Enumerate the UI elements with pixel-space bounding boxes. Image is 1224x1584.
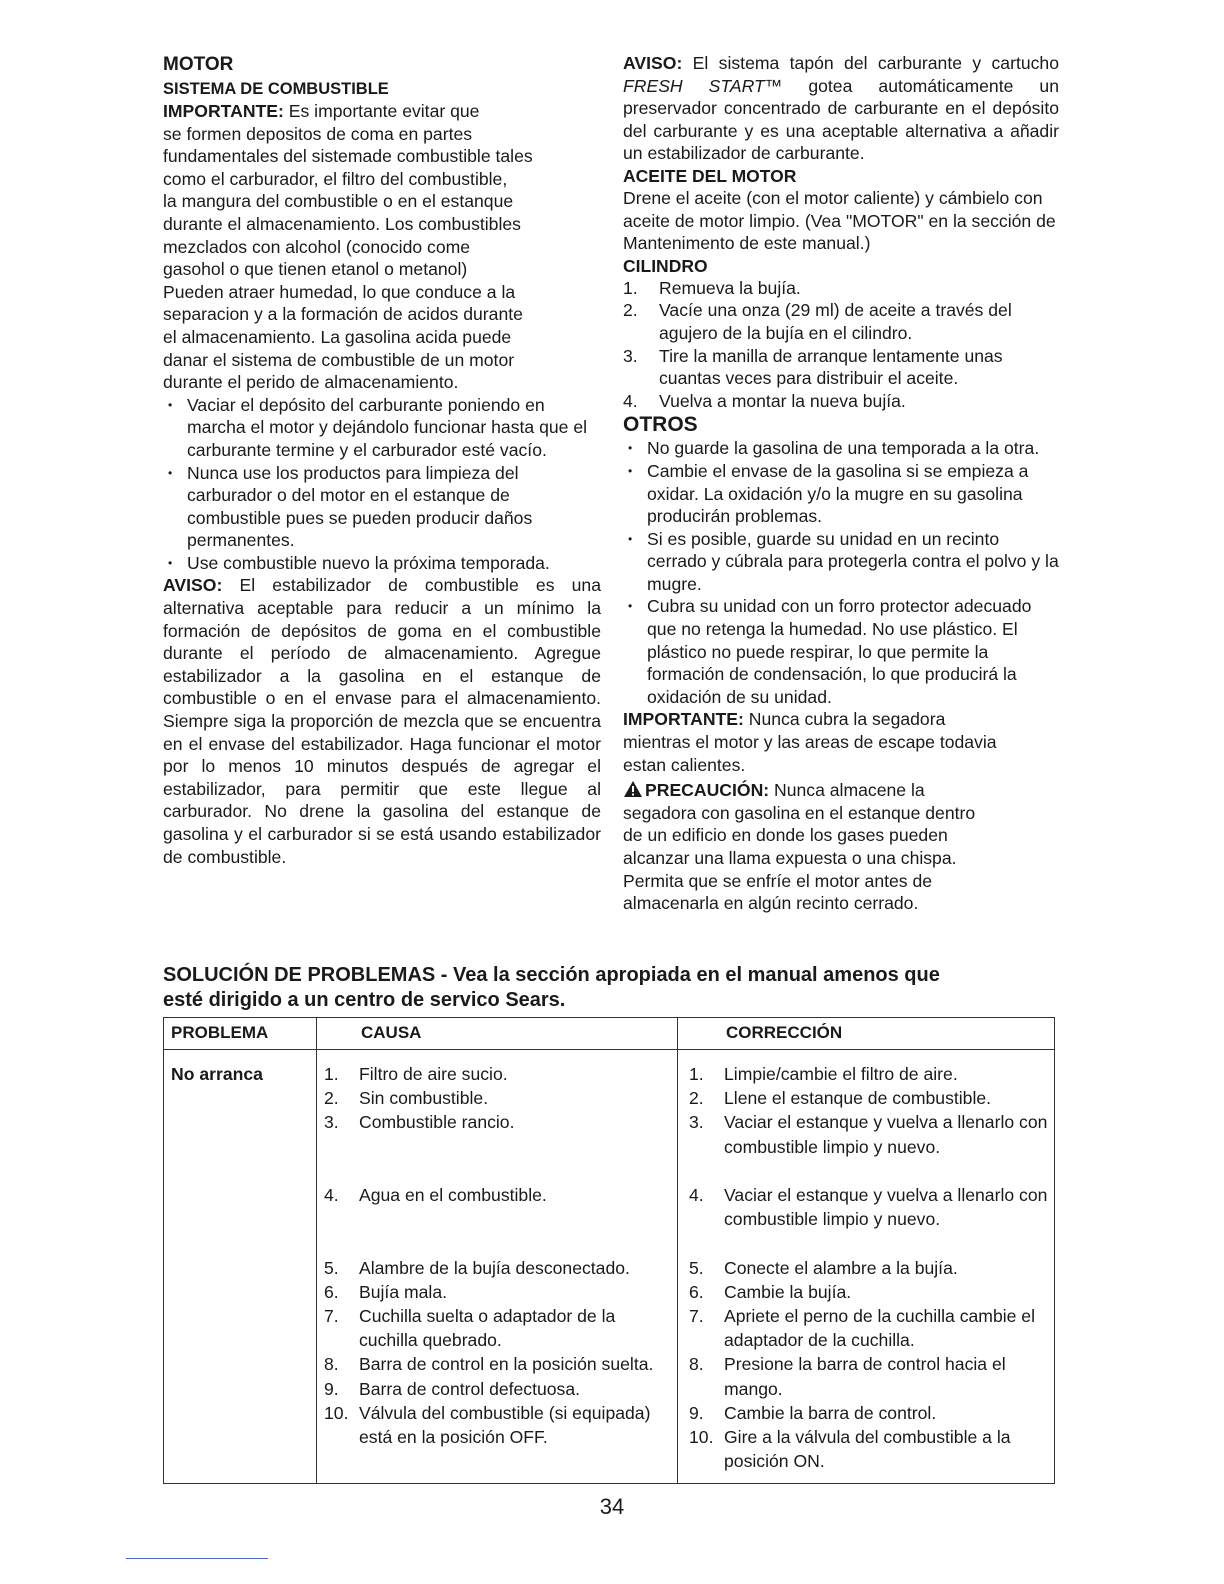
problem-cell: No arranca [164, 1050, 317, 1484]
list-item: 2. Sin combustible. [324, 1088, 489, 1109]
important-paragraph: IMPORTANTE: Es importante evitar que se formen depositos de coma en partes fundamentales del sistemade combustible tales como el carburador, el filtro del combustible, la mangura del combustible o en el estanque durante el almacenamiento. Los combustibles mezclados con alcohol (conocido come gasohol o que tienen etanol o metanol) Pueden atraer humedad, lo que conduce a la separacion y a la formación de acidos durante el almacenamiento. La gasolina acida puede danar el sistema de combustible de un motor durante el perido de almacenamiento. [163, 101, 533, 393]
list-item: 5. Alambre de la bujía desconectado. [324, 1257, 630, 1278]
list-item: 10. Gire a la válvula del combustible a la posición ON. [689, 1427, 1011, 1472]
cylinder-steps [623, 277, 1059, 413]
list-item: • Si es posible, guarde su unidad en un recinto cerrado y cúbrala para protegerla contra el polvo y la mugre. [628, 528, 1059, 594]
list-item: 1. Limpie/cambie el filtro de aire. [689, 1064, 958, 1084]
otros-bullets [623, 437, 1059, 708]
list-item: 9. Cambie la barra de control. [689, 1402, 937, 1423]
list-item: 3. Combustible rancio. [324, 1112, 515, 1133]
list-item: 9. Barra de control defectuosa. [324, 1378, 581, 1399]
list-item: 1. Filtro de aire sucio. [324, 1064, 508, 1084]
engine-oil-paragraph: Drene el aceite (con el motor caliente) y cámbielo con aceite de motor limpio. (Vea "MOTOR" en la sección de Mantenimento de este manual.) [623, 187, 1056, 254]
column-header-problem: PROBLEMA [164, 1018, 317, 1050]
fresh-start-brand: FRESH START™ [623, 75, 783, 96]
bullet-icon: • [168, 555, 173, 570]
list-item: 6. Bujía mala. [324, 1281, 448, 1302]
list-item: 2. Llene el estanque de combustible. [689, 1088, 992, 1109]
aviso-label: AVISO: [623, 53, 683, 73]
otros-heading: OTROS [623, 413, 698, 437]
list-item: 10. Válvula del combustible (si equipada) está en la posición OFF. [324, 1402, 651, 1448]
list-item: 3. Tire la manilla de arranque lentamente unas cuantas veces para distribuir el aceite. [623, 345, 1003, 389]
cause-cell [317, 1050, 678, 1484]
page-number: 34 [599, 1494, 625, 1519]
bullet-icon: • [628, 463, 633, 478]
list-item: 7. Apriete el perno de la cuchilla cambie el adaptador de la cuchilla. [689, 1306, 1036, 1351]
troubleshooting-heading: SOLUCIÓN DE PROBLEMAS - Vea la sección apropiada en el manual amenos que esté dirigido a un centro de servico Sears. [163, 964, 940, 1011]
correction-list [689, 1062, 1050, 1473]
bullet-icon: • [168, 465, 173, 480]
aviso-label: AVISO: [163, 575, 223, 596]
precaucion-paragraph: PRECAUCIÓN: Nunca almacene la segadora con gasolina en el estanque dentro de un edificio en donde los gases pueden alcanzar una llama expuesta o una chispa. Permita que se enfríe el motor antes de almacenarla en algún recinto cerrado. [623, 780, 976, 914]
list-item: 1. Remueva la bujía. [623, 277, 801, 298]
storage-bullets [163, 394, 601, 575]
column-header-cause: CAUSA [317, 1018, 678, 1050]
bullet-icon: • [628, 599, 633, 614]
engine-oil-heading: ACEITE DEL MOTOR [623, 165, 797, 186]
fuel-system-subheading: SISTEMA DE COMBUSTIBLE [163, 80, 389, 98]
list-item: 4. Vuelva a montar la nueva bujía. [623, 390, 906, 411]
column-header-correction: CORRECCIÓN [678, 1018, 1055, 1050]
aviso-paragraph: AVISO: El estabilizador de combustible es una alternativa aceptable para reducir a un mínimo la formación de depósitos de goma en el combustible durante el período de almacenamiento. Agregue estabilizador a la gasolina en el estanque de combustible o en el envase para el almacenamiento. Siempre siga la proporción de mezcla que se encuentra en el envase del estabilizador. Haga funcionar el motor por lo menos 10 minutos después de agregar el estabilizador, para permitir que este llegue al carburador. No drene la gasolina del estanque de gasolina y el carburador si se está usando estabilizador de combustible. [163, 575, 601, 867]
precaucion-label: PRECAUCIÓN: [645, 780, 770, 801]
list-item: 4. Vaciar el estanque y vuelva a llenarlo con combustible limpio y nuevo. [689, 1185, 1048, 1230]
list-item: • Cubra su unidad con un forro protector adecuado que no retenga la humedad. No use plástico. El plástico no puede respirar, lo que permite la formación de condensación, lo que producirá la oxidación de su unidad. [628, 596, 1032, 707]
cause-list [324, 1062, 673, 1449]
list-item: 8. Presione la barra de control hacia el mango. [689, 1354, 1006, 1399]
list-item: 3. Vaciar el estanque y vuelva a llenarlo con combustible limpio y nuevo. [689, 1112, 1048, 1157]
left-column [163, 52, 601, 868]
list-item: 6. Cambie la bujía. [689, 1281, 852, 1302]
list-item: • No guarde la gasolina de una temporada a la otra. [628, 438, 1040, 459]
table-header-row [164, 1018, 1055, 1050]
important-paragraph: IMPORTANTE: Nunca cubra la segadora mientras el motor y las areas de escape todavia estan calientes. [623, 709, 997, 775]
list-item: 4. Agua en el combustible. [324, 1185, 547, 1205]
bullet-icon: • [628, 441, 633, 456]
correction-cell [678, 1050, 1055, 1484]
list-item: • Vaciar el depósito del carburante poniendo en marcha el motor y dejándolo funcionar hasta que el carburante termine y el carburador esté vacío. [168, 394, 588, 460]
list-item: 2. Vacíe una onza (29 ml) de aceite a través del agujero de la bujía en el cilindro. [623, 300, 1012, 343]
divider-line [126, 1558, 268, 1559]
fresh-start-paragraph: AVISO: El sistema tapón del carburante y cartucho FRESH START™ gotea automáticamente un preservador concentrado de carburante en el depósito del carburante y es una aceptable alternativa a añadir un estabilizador de carburante. [623, 53, 1059, 164]
table-row [164, 1050, 1055, 1484]
motor-heading: MOTOR [163, 54, 234, 75]
important-label: IMPORTANTE: [163, 101, 284, 121]
list-item: • Cambie el envase de la gasolina si se empieza a oxidar. La oxidación y/o la mugre en su gasolina producirán problemas. [628, 460, 1029, 527]
troubleshooting-table [163, 1017, 1055, 1484]
list-item: • Use combustible nuevo la próxima temporada. [168, 552, 550, 573]
warning-triangle-icon [623, 780, 643, 798]
list-item: 8. Barra de control en la posición suelta. [324, 1354, 654, 1375]
list-item: 5. Conecte el alambre a la bujía. [689, 1257, 958, 1278]
bullet-icon: • [168, 397, 173, 412]
list-item: 7. Cuchilla suelta o adaptador de la cuchilla quebrado. [324, 1306, 616, 1351]
right-column [623, 52, 1059, 915]
bullet-icon: • [628, 531, 633, 546]
important-label: IMPORTANTE: [623, 709, 744, 730]
list-item: • Nunca use los productos para limpieza del carburador o del motor en el estanque de combustible pues se pueden producir daños permanentes. [168, 462, 533, 551]
cylinder-heading: CILINDRO [623, 255, 708, 276]
